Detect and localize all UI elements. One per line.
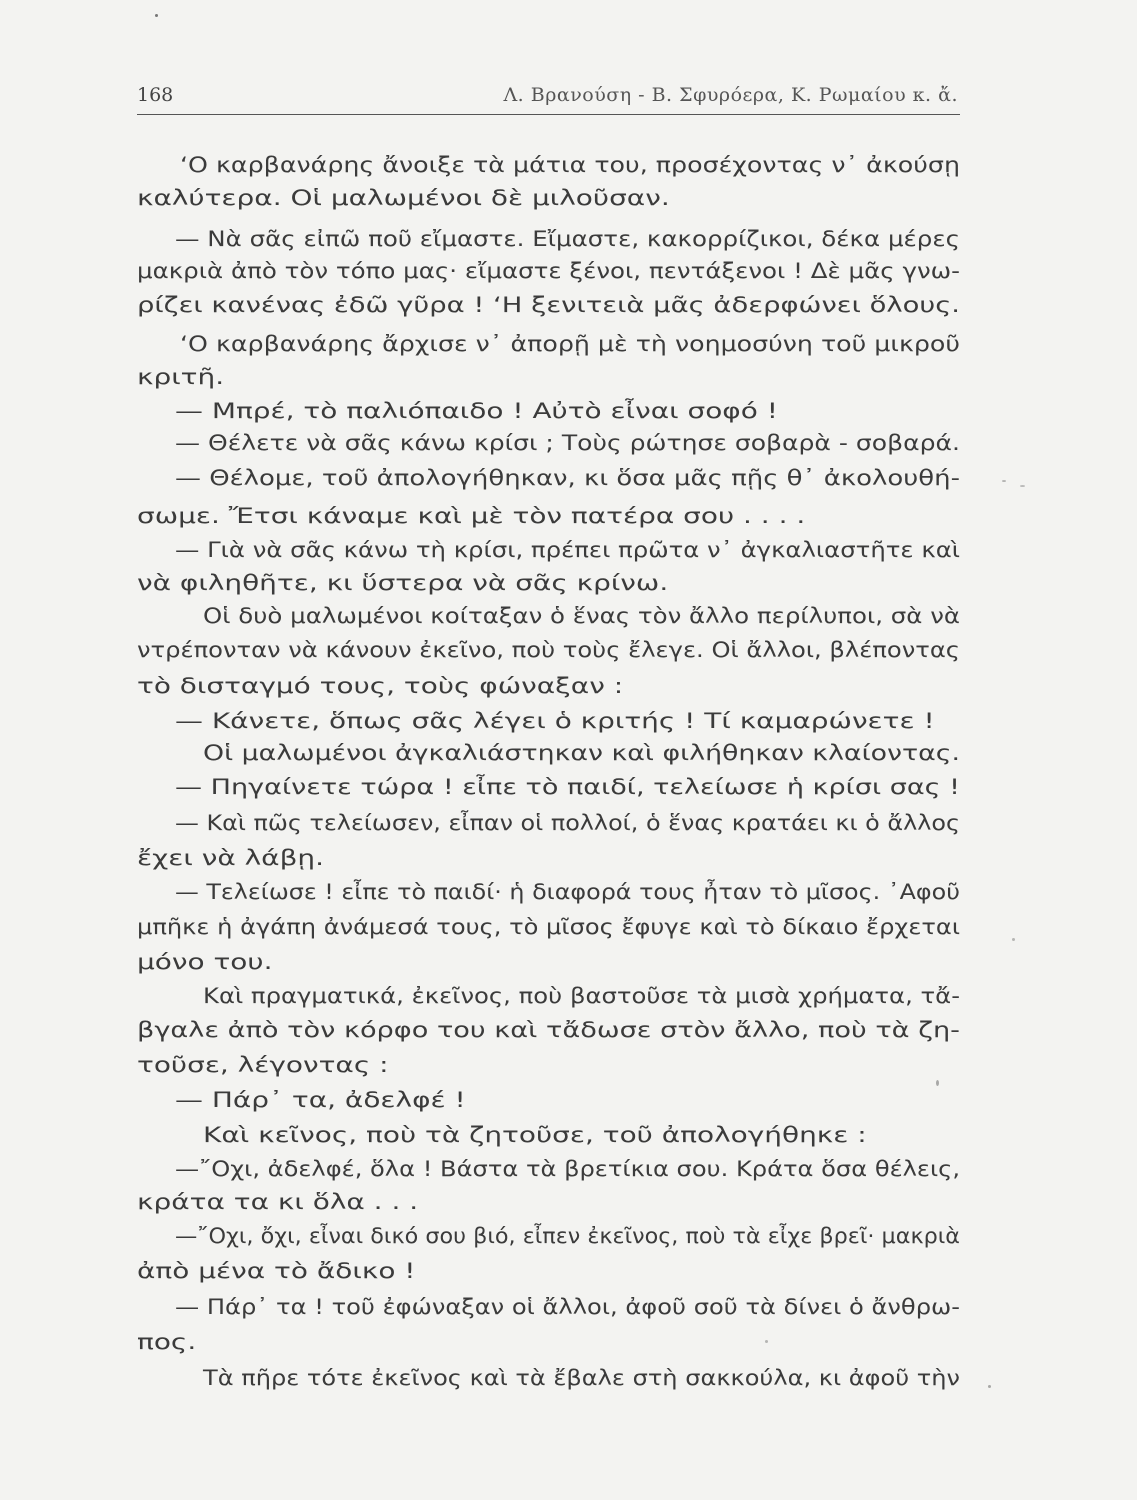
text-line: ‘Ο καρβανάρης ἄνοιξε τὰ μάτια του, προσέχοντας ν᾽ ἀκούσῃ (180, 153, 961, 178)
text-line: τὸ δισταγμό τους, τοὺς φώναξαν : (137, 674, 624, 699)
scan-speck (1002, 480, 1006, 482)
text-line: Τὰ πῆρε τότε ἐκεῖνος καὶ τὰ ἔβαλε στὴ σακκούλα, κι ἀφοῦ τὴν (203, 1366, 960, 1391)
text-line: ἀπὸ μένα τὸ ἄδικο ! (137, 1259, 416, 1284)
text-line: κριτῆ. (137, 365, 225, 390)
scan-speck (988, 1385, 991, 1388)
text-line: κράτα τα κι ὅλα . . . (137, 1190, 419, 1215)
text-line: βγαλε ἀπὸ τὸν κόρφο του καὶ τἄδωσε στὸν ἄλλο, ποὺ τὰ ζη- (137, 1018, 960, 1043)
text-line: — Νὰ σᾶς εἰπῶ ποῦ εἴμαστε. Εἴμαστε, κακορρίζικοι, δέκα μέρες (175, 227, 960, 252)
text-line: — Μπρέ, τὸ παλιόπαιδο ! Αὐτὸ εἶναι σοφό ! (175, 399, 778, 424)
text-line: ντρέπονταν νὰ κάνουν ἐκεῖνο, ποὺ τοὺς ἔλεγε. Οἱ ἄλλοι, βλέποντας (137, 638, 961, 663)
page-header (137, 80, 960, 115)
text-line: Καὶ πραγματικά, ἐκεῖνος, ποὺ βαστοῦσε τὰ μισὰ χρήματα, τἄ- (203, 984, 960, 1009)
text-line: Οἱ μαλωμένοι ἀγκαλιάστηκαν καὶ φιλήθηκαν κλαίοντας. (203, 741, 960, 766)
page-number: 168 (137, 84, 174, 106)
text-line: — Θέλετε νὰ σᾶς κάνω κρίσι ; Τοὺς ρώτησε σοβαρὰ - σοβαρά. (175, 431, 961, 456)
text-line: μακριὰ ἀπὸ τὸν τόπο μας· εἴμαστε ξένοι, πεντάξενοι ! Δὲ μᾶς γνω- (137, 259, 960, 284)
text-line: μπῆκε ἡ ἀγάπη ἀνάμεσά τους, τὸ μῖσος ἔφυγε καὶ τὸ δίκαιο ἔρχεται (137, 915, 960, 940)
text-line: — Γιὰ νὰ σᾶς κάνω τὴ κρίσι, πρέπει πρῶτα ν᾽ ἀγκαλιαστῆτε καὶ (175, 538, 961, 563)
text-line: — Τελείωσε ! εἶπε τὸ παιδί· ἡ διαφορά τους ἦταν τὸ μῖσος. ᾽Αφοῦ (175, 880, 960, 905)
text-line: σωμε. Ἔτσι κάναμε καὶ μὲ τὸν πατέρα σου . . . . (137, 504, 806, 529)
text-line: Καὶ κεῖνος, ποὺ τὰ ζητοῦσε, τοῦ ἀπολογήθηκε : (203, 1123, 867, 1148)
text-line: πος. (137, 1330, 197, 1355)
text-line: — Θέλομε, τοῦ ἀπολογήθηκαν, κι ὅσα μᾶς πῇς θ᾽ ἀκολουθή- (175, 466, 960, 491)
scan-speck (1020, 485, 1025, 487)
text-line: —῎Οχι, ὄχι, εἶναι δικό σου βιό, εἶπεν ἐκεῖνος, ποὺ τὰ εἶχε βρεῖ· μακριὰ (175, 1224, 961, 1249)
scan-speck (155, 14, 158, 17)
text-line: μόνο του. (137, 950, 273, 975)
text-line: ἔχει νὰ λάβῃ. (137, 846, 325, 871)
text-line: — Πάρ᾽ τα ! τοῦ ἐφώναξαν οἱ ἄλλοι, ἀφοῦ σοῦ τὰ δίνει ὁ ἄνθρω- (175, 1295, 960, 1320)
text-line: Οἱ δυὸ μαλωμένοι κοίταξαν ὁ ἕνας τὸν ἄλλο περίλυποι, σὰ νὰ (203, 604, 960, 629)
scan-speck (1012, 938, 1015, 941)
scan-speck (765, 1340, 768, 1343)
text-line: — Κάνετε, ὅπως σᾶς λέγει ὁ κριτής ! Τί καμαρώνετε ! (175, 709, 935, 734)
running-head: Λ. Βρανούση - Β. Σφυρόερα, Κ. Ρωμαίου κ. ἄ. (503, 84, 958, 106)
text-line: τοῦσε, λέγοντας : (137, 1053, 389, 1078)
scan-speck (936, 1080, 939, 1086)
text-line: ‘Ο καρβανάρης ἄρχισε ν᾽ ἀπορῇ μὲ τὴ νοημοσύνη τοῦ μικροῦ (180, 332, 960, 357)
text-line: —῎Οχι, ἀδελφέ, ὅλα ! Βάστα τὰ βρετίκια σου. Κράτα ὅσα θέλεις, (175, 1157, 960, 1182)
text-line: — Πάρ᾽ τα, ἀδελφέ ! (175, 1088, 466, 1113)
text-line: — Πηγαίνετε τώρα ! εἶπε τὸ παιδί, τελείωσε ἡ κρίσι σας ! (175, 775, 960, 800)
text-line: — Καὶ πῶς τελείωσεν, εἶπαν οἱ πολλοί, ὁ ἕνας κρατάει κι ὁ ἄλλος (175, 811, 961, 836)
text-line: καλύτερα. Οἱ μαλωμένοι δὲ μιλοῦσαν. (137, 186, 670, 211)
text-line: νὰ φιληθῆτε, κι ὕστερα νὰ σᾶς κρίνω. (137, 571, 669, 596)
text-line: ρίζει κανένας ἐδῶ γῦρα ! ‘Η ξενιτειὰ μᾶς ἀδερφώνει ὅλους. (137, 293, 960, 318)
